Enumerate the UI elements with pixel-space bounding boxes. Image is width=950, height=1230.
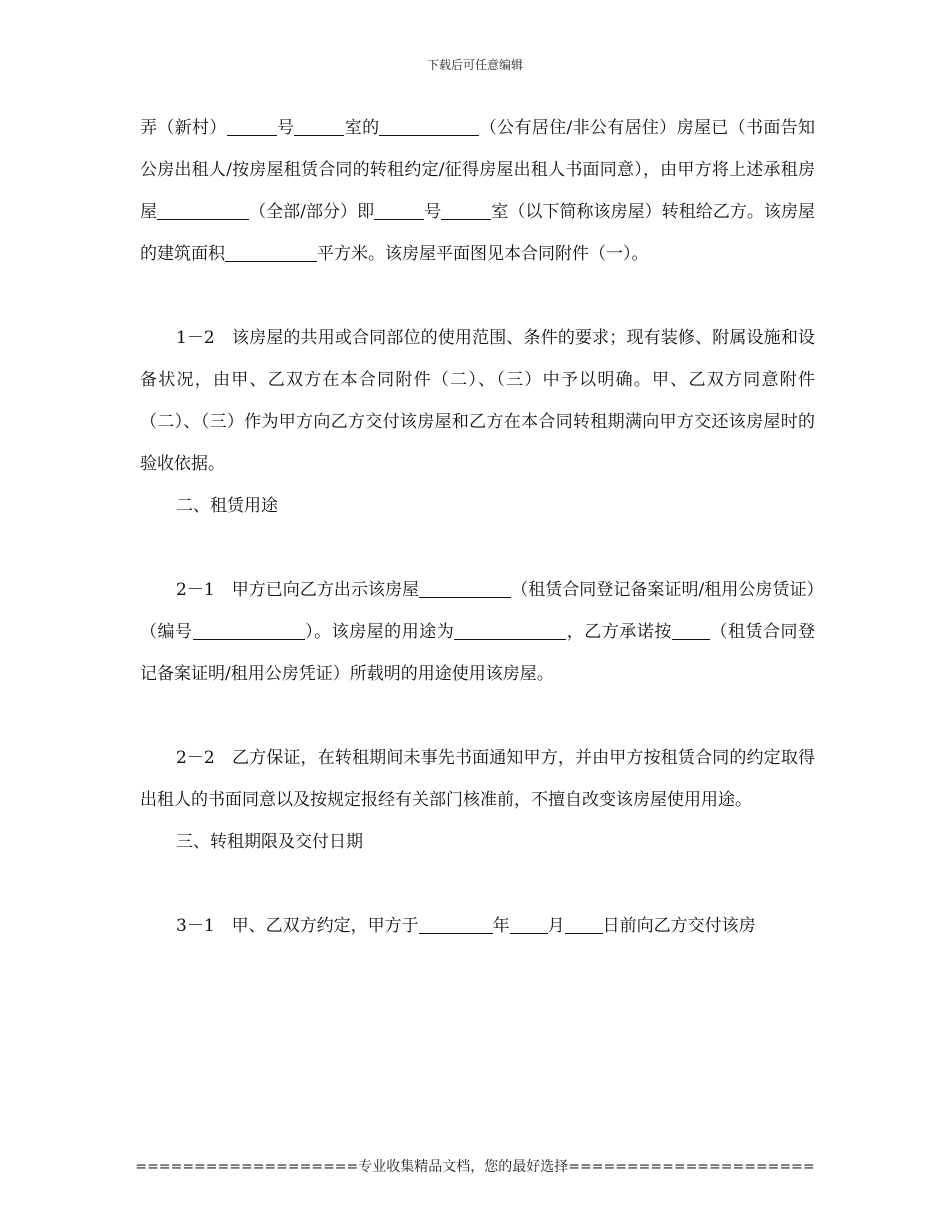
text: 室（以下简称该房屋）转租给乙方。该房屋的建筑面积	[140, 202, 816, 264]
text: 号	[276, 118, 295, 138]
text: 弄（新村）	[140, 118, 227, 138]
text: 3－1 甲、乙双方约定，甲方于	[176, 916, 419, 936]
text: 年	[492, 916, 510, 936]
text: ）。该房屋的用途为	[304, 622, 455, 642]
text: 2－1 甲方已向乙方出示该房屋	[176, 580, 420, 600]
blank-field	[454, 621, 566, 640]
clause-2-2: 2－2 乙方保证，在转租期间未事先书面通知甲方，并由甲方按租赁合同的约定取得出租人的书面同意以及按规定报经有关部门核准前，不擅自改变该房屋使用用途。	[140, 748, 815, 810]
blank-field	[294, 117, 344, 136]
blank-field	[227, 117, 277, 136]
blank-field	[374, 201, 424, 220]
text: 月	[547, 916, 565, 936]
text: （租赁合同登记备案证明/租用公房凭证）所载明的用途使用该房屋。	[140, 622, 816, 684]
page-footer: ===================专业收集精品文档，您的最好选择=====================	[135, 1159, 815, 1175]
blank-field	[225, 243, 317, 262]
blank-field	[441, 201, 491, 220]
page-header: 下载后可任意编辑	[426, 58, 523, 72]
text: 号	[424, 202, 442, 222]
section-heading-3: 三、转租期限及交付日期	[176, 832, 363, 852]
clause-2-1	[140, 569, 815, 695]
blank-field	[510, 915, 548, 934]
blank-field	[157, 201, 249, 220]
blank-field	[193, 621, 305, 640]
blank-field	[672, 621, 710, 640]
text: ，乙方承诺按	[566, 622, 672, 642]
blank-field	[379, 117, 479, 136]
text: （公有居住/非公有居住）房屋已（书面告知公房出租人/按房屋租赁合同的转租约定/征得房屋出租人书面同意），由甲方将上述承租房屋	[140, 118, 816, 222]
blank-field	[565, 915, 603, 934]
section-heading-2: 二、租赁用途	[176, 496, 278, 516]
clause-3-1	[140, 905, 815, 947]
clause-1-2: 1－2 该房屋的共用或合同部位的使用范围、条件的要求；现有装修、附属设施和设备状况，由甲、乙双方在本合同附件（二）、（三）中予以明确。甲、乙双方同意附件（二）、（三）作为甲方向乙方交付该房屋和乙方在本合同转租期满向甲方交还该房屋时的验收依据。	[140, 328, 815, 474]
text: （全部/部分）即	[249, 202, 375, 222]
paragraph-1-1-continued	[140, 107, 815, 275]
blank-field	[419, 915, 493, 934]
blank-field	[419, 579, 511, 598]
document-body	[140, 107, 815, 947]
text: 日前向乙方交付该房	[602, 916, 756, 936]
text: 室的	[344, 118, 380, 138]
text: （租赁合同登记备案证明/租用公房赁证）（编号	[140, 580, 815, 642]
text: 平方米。该房屋平面图见本合同附件（一）。	[317, 244, 649, 264]
